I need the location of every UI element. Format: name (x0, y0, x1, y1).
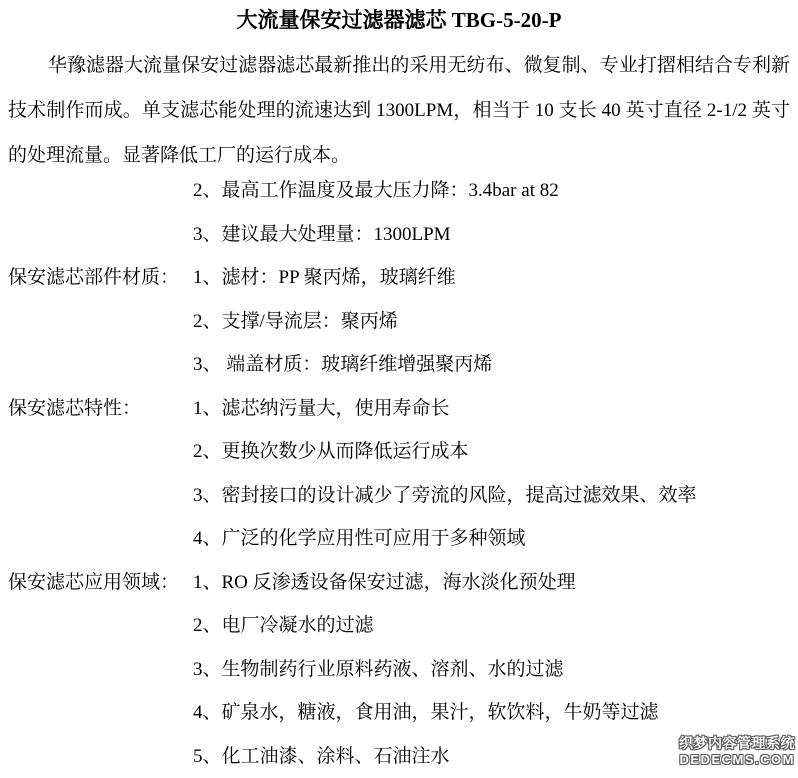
spec-item-text: 1、滤材：PP 聚丙烯，玻璃纤维 (193, 256, 790, 300)
spec-row (8, 474, 790, 518)
spec-item-text: 3、生物制药行业原料药液、溶剂、水的过滤 (193, 648, 790, 692)
spec-item-text: 1、滤芯纳污量大，使用寿命长 (193, 387, 790, 431)
spec-row (8, 735, 790, 778)
spec-row (8, 300, 790, 344)
spec-item-text: 2、电厂冷凝水的过滤 (193, 604, 790, 648)
spec-list (8, 169, 790, 778)
spec-group-label (8, 691, 193, 735)
spec-item-text: 5、化工油漆、涂料、石油注水 (193, 735, 790, 778)
spec-row (8, 604, 790, 648)
spec-group-label: 保安滤芯应用领域： (8, 561, 193, 605)
spec-group-label (8, 430, 193, 474)
spec-item-text: 3、 端盖材质：玻璃纤维增强聚丙烯 (193, 343, 790, 387)
spec-group-label (8, 517, 193, 561)
spec-row (8, 343, 790, 387)
spec-item-text: 1、RO 反渗透设备保安过滤，海水淡化预处理 (193, 561, 790, 605)
spec-group-label: 保安滤芯特性： (8, 387, 193, 431)
spec-group-label (8, 300, 193, 344)
watermark-cms-name: 织梦内容管理系统 (679, 735, 795, 752)
spec-item-text: 3、密封接口的设计减少了旁流的风险，提高过滤效果、效率 (193, 474, 790, 518)
spec-row (8, 169, 790, 213)
spec-row (8, 430, 790, 474)
spec-row (8, 517, 790, 561)
spec-item-text: 2、支撑/导流层：聚丙烯 (193, 300, 790, 344)
spec-group-label (8, 474, 193, 518)
spec-item-text: 2、更换次数少从而降低运行成本 (193, 430, 790, 474)
spec-group-label (8, 648, 193, 692)
spec-group-label (8, 604, 193, 648)
spec-row (8, 691, 790, 735)
spec-row (8, 648, 790, 692)
spec-item-text: 3、建议最大处理量：1300LPM (193, 213, 790, 257)
document-page (0, 6, 798, 773)
spec-group-label (8, 213, 193, 257)
spec-item-text: 2、最高工作温度及最大压力降：3.4bar at 82 (193, 169, 790, 213)
page-title: 大流量保安过滤器滤芯 TBG-5-20-P (8, 6, 790, 34)
spec-group-label (8, 343, 193, 387)
spec-group-label (8, 735, 193, 778)
spec-row (8, 561, 790, 605)
watermark-cms-domain: DEDECMS.COM (679, 752, 795, 768)
spec-group-label: 保安滤芯部件材质： (8, 256, 193, 300)
spec-row (8, 213, 790, 257)
watermark (679, 735, 795, 768)
spec-row (8, 256, 790, 300)
spec-item-text: 4、广泛的化学应用性可应用于多种领域 (193, 517, 790, 561)
intro-paragraph: 华豫滤器大流量保安过滤器滤芯最新推出的采用无纺布、微复制、专业打摺相结合专利新技术制作而成。单支滤芯能处理的流速达到 1300LPM，相当于 10 支长 40 英寸直径 2-1/2 英寸的处理流量。显著降低工厂的运行成本。 (8, 43, 790, 178)
spec-group-label (8, 169, 193, 213)
spec-item-text: 4、矿泉水，糖液，食用油，果汁，软饮料，牛奶等过滤 (193, 691, 790, 735)
spec-row (8, 387, 790, 431)
